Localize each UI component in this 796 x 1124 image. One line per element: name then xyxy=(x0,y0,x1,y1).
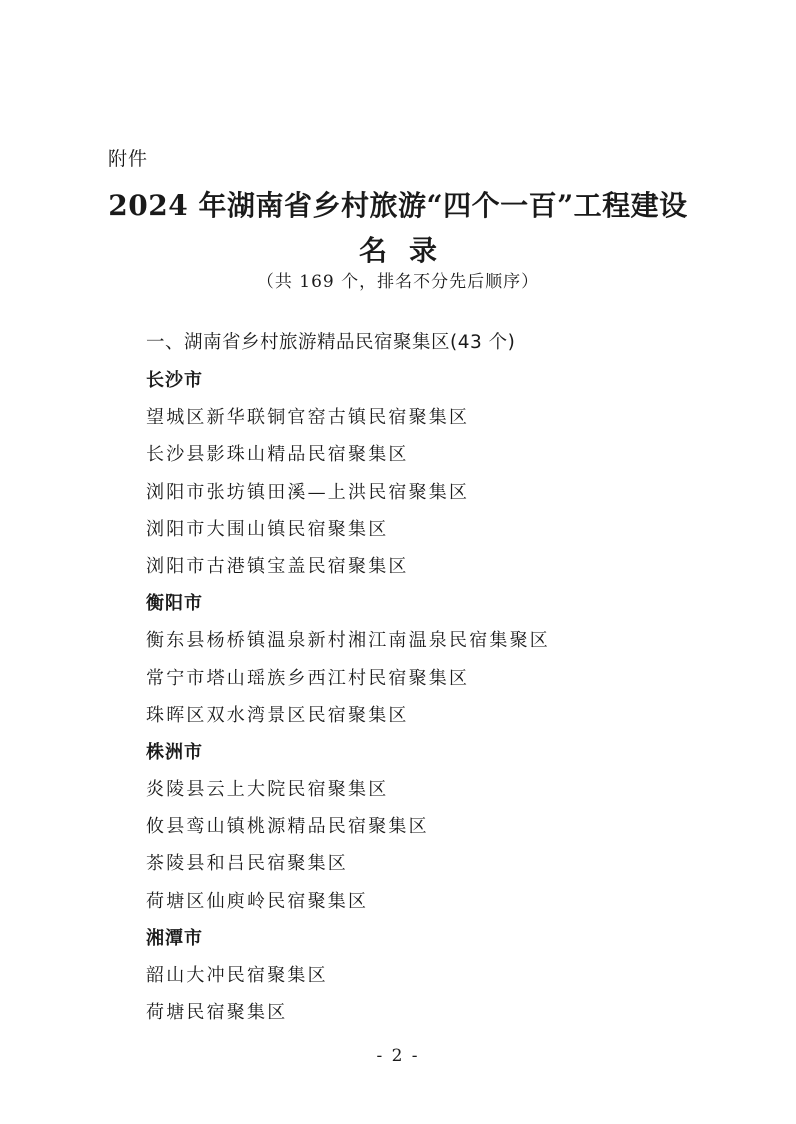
list-item: 常宁市塔山瑶族乡西江村民宿聚集区 xyxy=(146,667,470,689)
list-item: 浏阳市大围山镇民宿聚集区 xyxy=(146,518,389,540)
list-item: 荷塘区仙庾岭民宿聚集区 xyxy=(146,890,369,912)
document-title-continued: 名录 xyxy=(358,234,459,267)
list-item: 韶山大冲民宿聚集区 xyxy=(146,965,328,986)
city-heading-changsha: 长沙市 xyxy=(146,370,203,391)
list-item: 浏阳市古港镇宝盖民宿聚集区 xyxy=(146,555,409,577)
section-heading: 一、湖南省乡村旅游精品民宿聚集区(43 个) xyxy=(146,332,516,353)
city-heading-hengyang: 衡阳市 xyxy=(146,593,203,615)
list-item: 珠晖区双水湾景区民宿聚集区 xyxy=(146,704,409,726)
attachment-label: 附件 xyxy=(108,148,149,170)
document-title: 2024 年湖南省乡村旅游“四个一百”工程建设 xyxy=(108,189,688,222)
list-item: 衡东县杨桥镇温泉新村湘江南温泉民宿集聚区 xyxy=(146,630,550,652)
list-item: 茶陵县和吕民宿聚集区 xyxy=(146,853,348,875)
list-item: 攸县鸾山镇桃源精品民宿聚集区 xyxy=(146,816,429,838)
city-heading-xiangtan: 湘潭市 xyxy=(146,927,203,949)
entry-list xyxy=(146,362,550,1031)
city-heading-zhuzhou: 株洲市 xyxy=(146,741,203,763)
page-number: - 2 - xyxy=(376,1046,420,1066)
document-subtitle: （共 169 个，排名不分先后顺序） xyxy=(256,272,540,292)
list-item: 炎陵县云上大院民宿聚集区 xyxy=(146,779,389,801)
list-item: 荷塘民宿聚集区 xyxy=(146,1002,288,1024)
list-item: 长沙县影珠山精品民宿聚集区 xyxy=(146,444,409,466)
list-item: 浏阳市张坊镇田溪—上洪民宿聚集区 xyxy=(146,481,470,503)
list-item: 望城区新华联铜官窑古镇民宿聚集区 xyxy=(146,407,470,429)
